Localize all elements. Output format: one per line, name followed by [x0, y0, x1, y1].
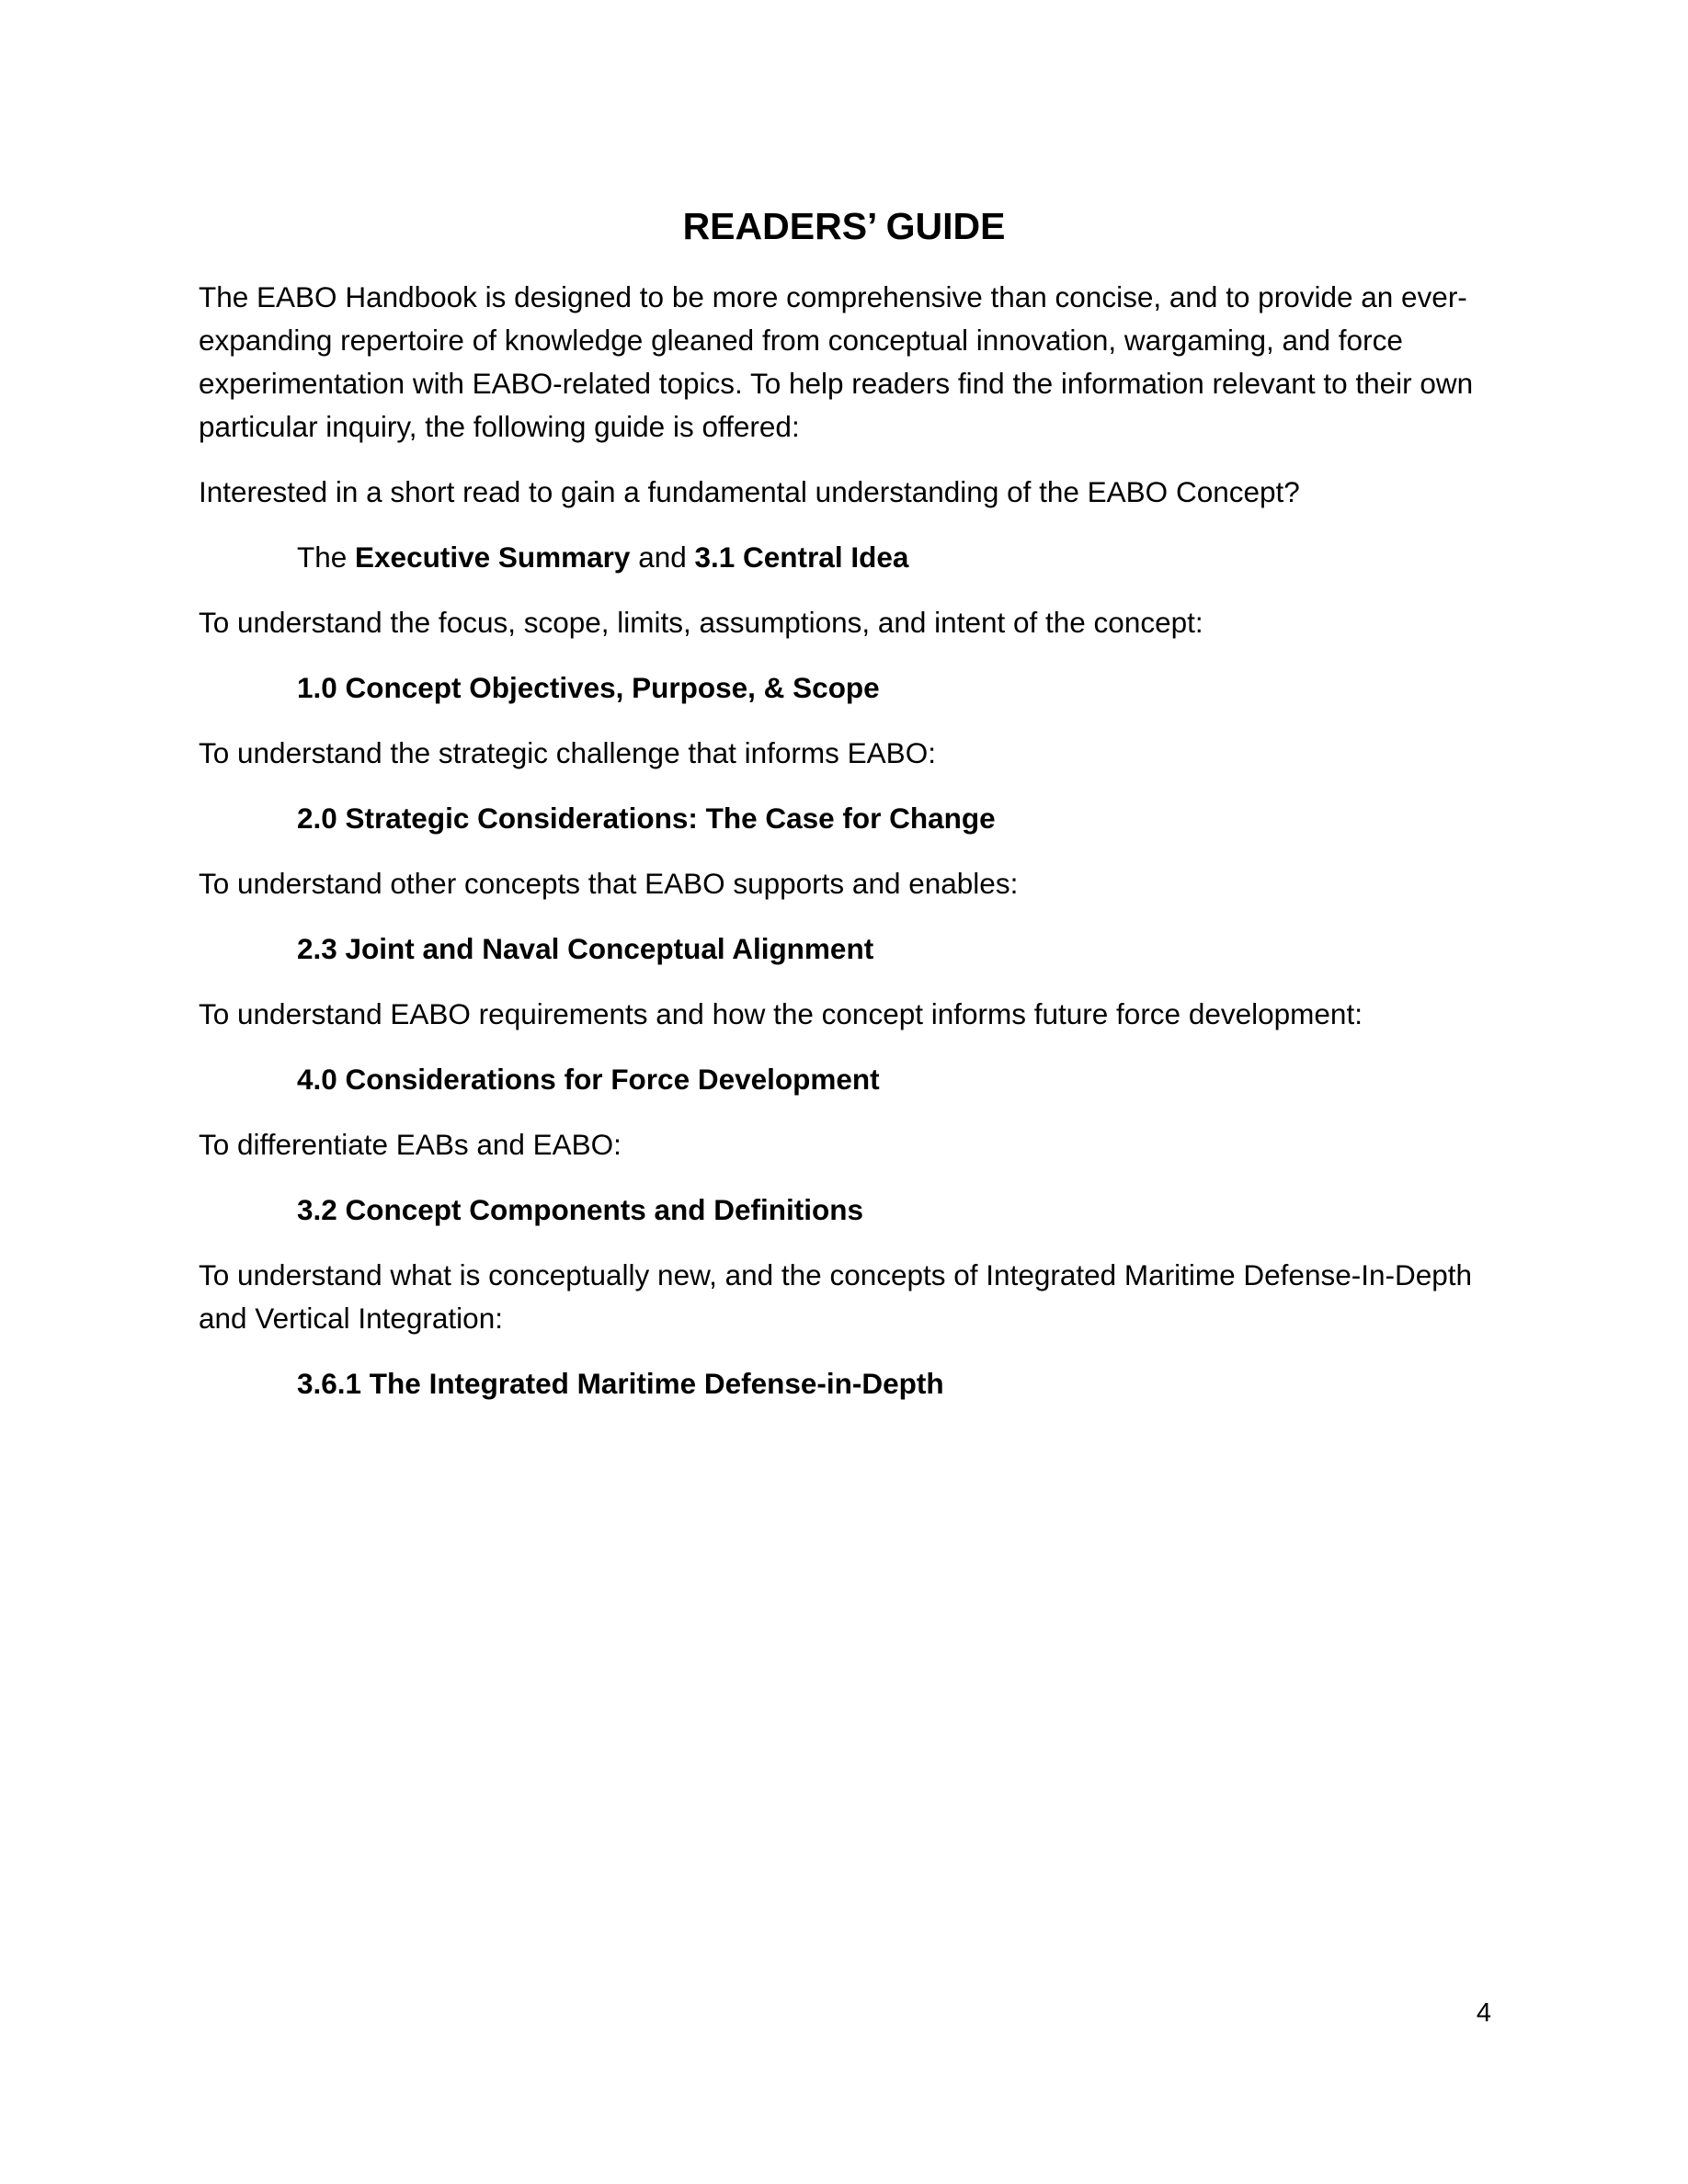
answer-section-reference: 2.3 Joint and Naval Conceptual Alignment [297, 932, 874, 965]
answer-section-reference: 4.0 Considerations for Force Development [297, 1063, 880, 1096]
guide-question: To understand the strategic challenge that informs EABO: [199, 736, 936, 769]
answer-section-reference: 3.2 Concept Components and Definitions [297, 1193, 864, 1226]
guide-answer [297, 536, 1504, 579]
answer-text: The [297, 540, 356, 574]
answer-text: and [630, 540, 695, 574]
guide-question: To understand EABO requirements and how the concept informs future force development: [199, 997, 1363, 1030]
guide-answer [297, 927, 1504, 971]
answer-section-reference: 2.0 Strategic Considerations: The Case for Change [297, 802, 996, 835]
answer-section-reference: 1.0 Concept Objectives, Purpose, & Scope [297, 671, 880, 704]
guide-content [199, 276, 1504, 1428]
guide-answer [297, 797, 1504, 840]
guide-question: To understand other concepts that EABO supports and enables: [199, 867, 1019, 900]
page-number: 4 [1476, 1998, 1491, 2028]
page-title: READERS’ GUIDE [682, 205, 1006, 247]
guide-answer [297, 666, 1504, 710]
guide-answer [297, 1362, 1504, 1405]
answer-section-reference: 3.1 Central Idea [694, 540, 909, 574]
answer-section-reference: 3.6.1 The Integrated Maritime Defense-in-Depth [297, 1367, 944, 1400]
guide-question: To understand the focus, scope, limits, assumptions, and intent of the concept: [199, 606, 1203, 639]
answer-section-reference: Executive Summary [355, 540, 631, 574]
guide-answer [297, 1058, 1504, 1101]
guide-answer [297, 1189, 1504, 1232]
intro-paragraph: The EABO Handbook is designed to be more comprehensive than concise, and to provide an ever-expanding repertoire of knowledge gleaned from conceptual innovation, wargaming, and force experimentation with EABO-related topics. To help readers find the information relevant to their own particular inquiry, the following guide is offered: [199, 280, 1474, 443]
guide-question: To understand what is conceptually new, and the concepts of Integrated Maritime Defense-In-Depth and Vertical Integration: [199, 1258, 1473, 1335]
guide-question: Interested in a short read to gain a fundamental understanding of the EABO Concept? [199, 475, 1300, 508]
guide-question: To differentiate EABs and EABO: [199, 1128, 622, 1161]
